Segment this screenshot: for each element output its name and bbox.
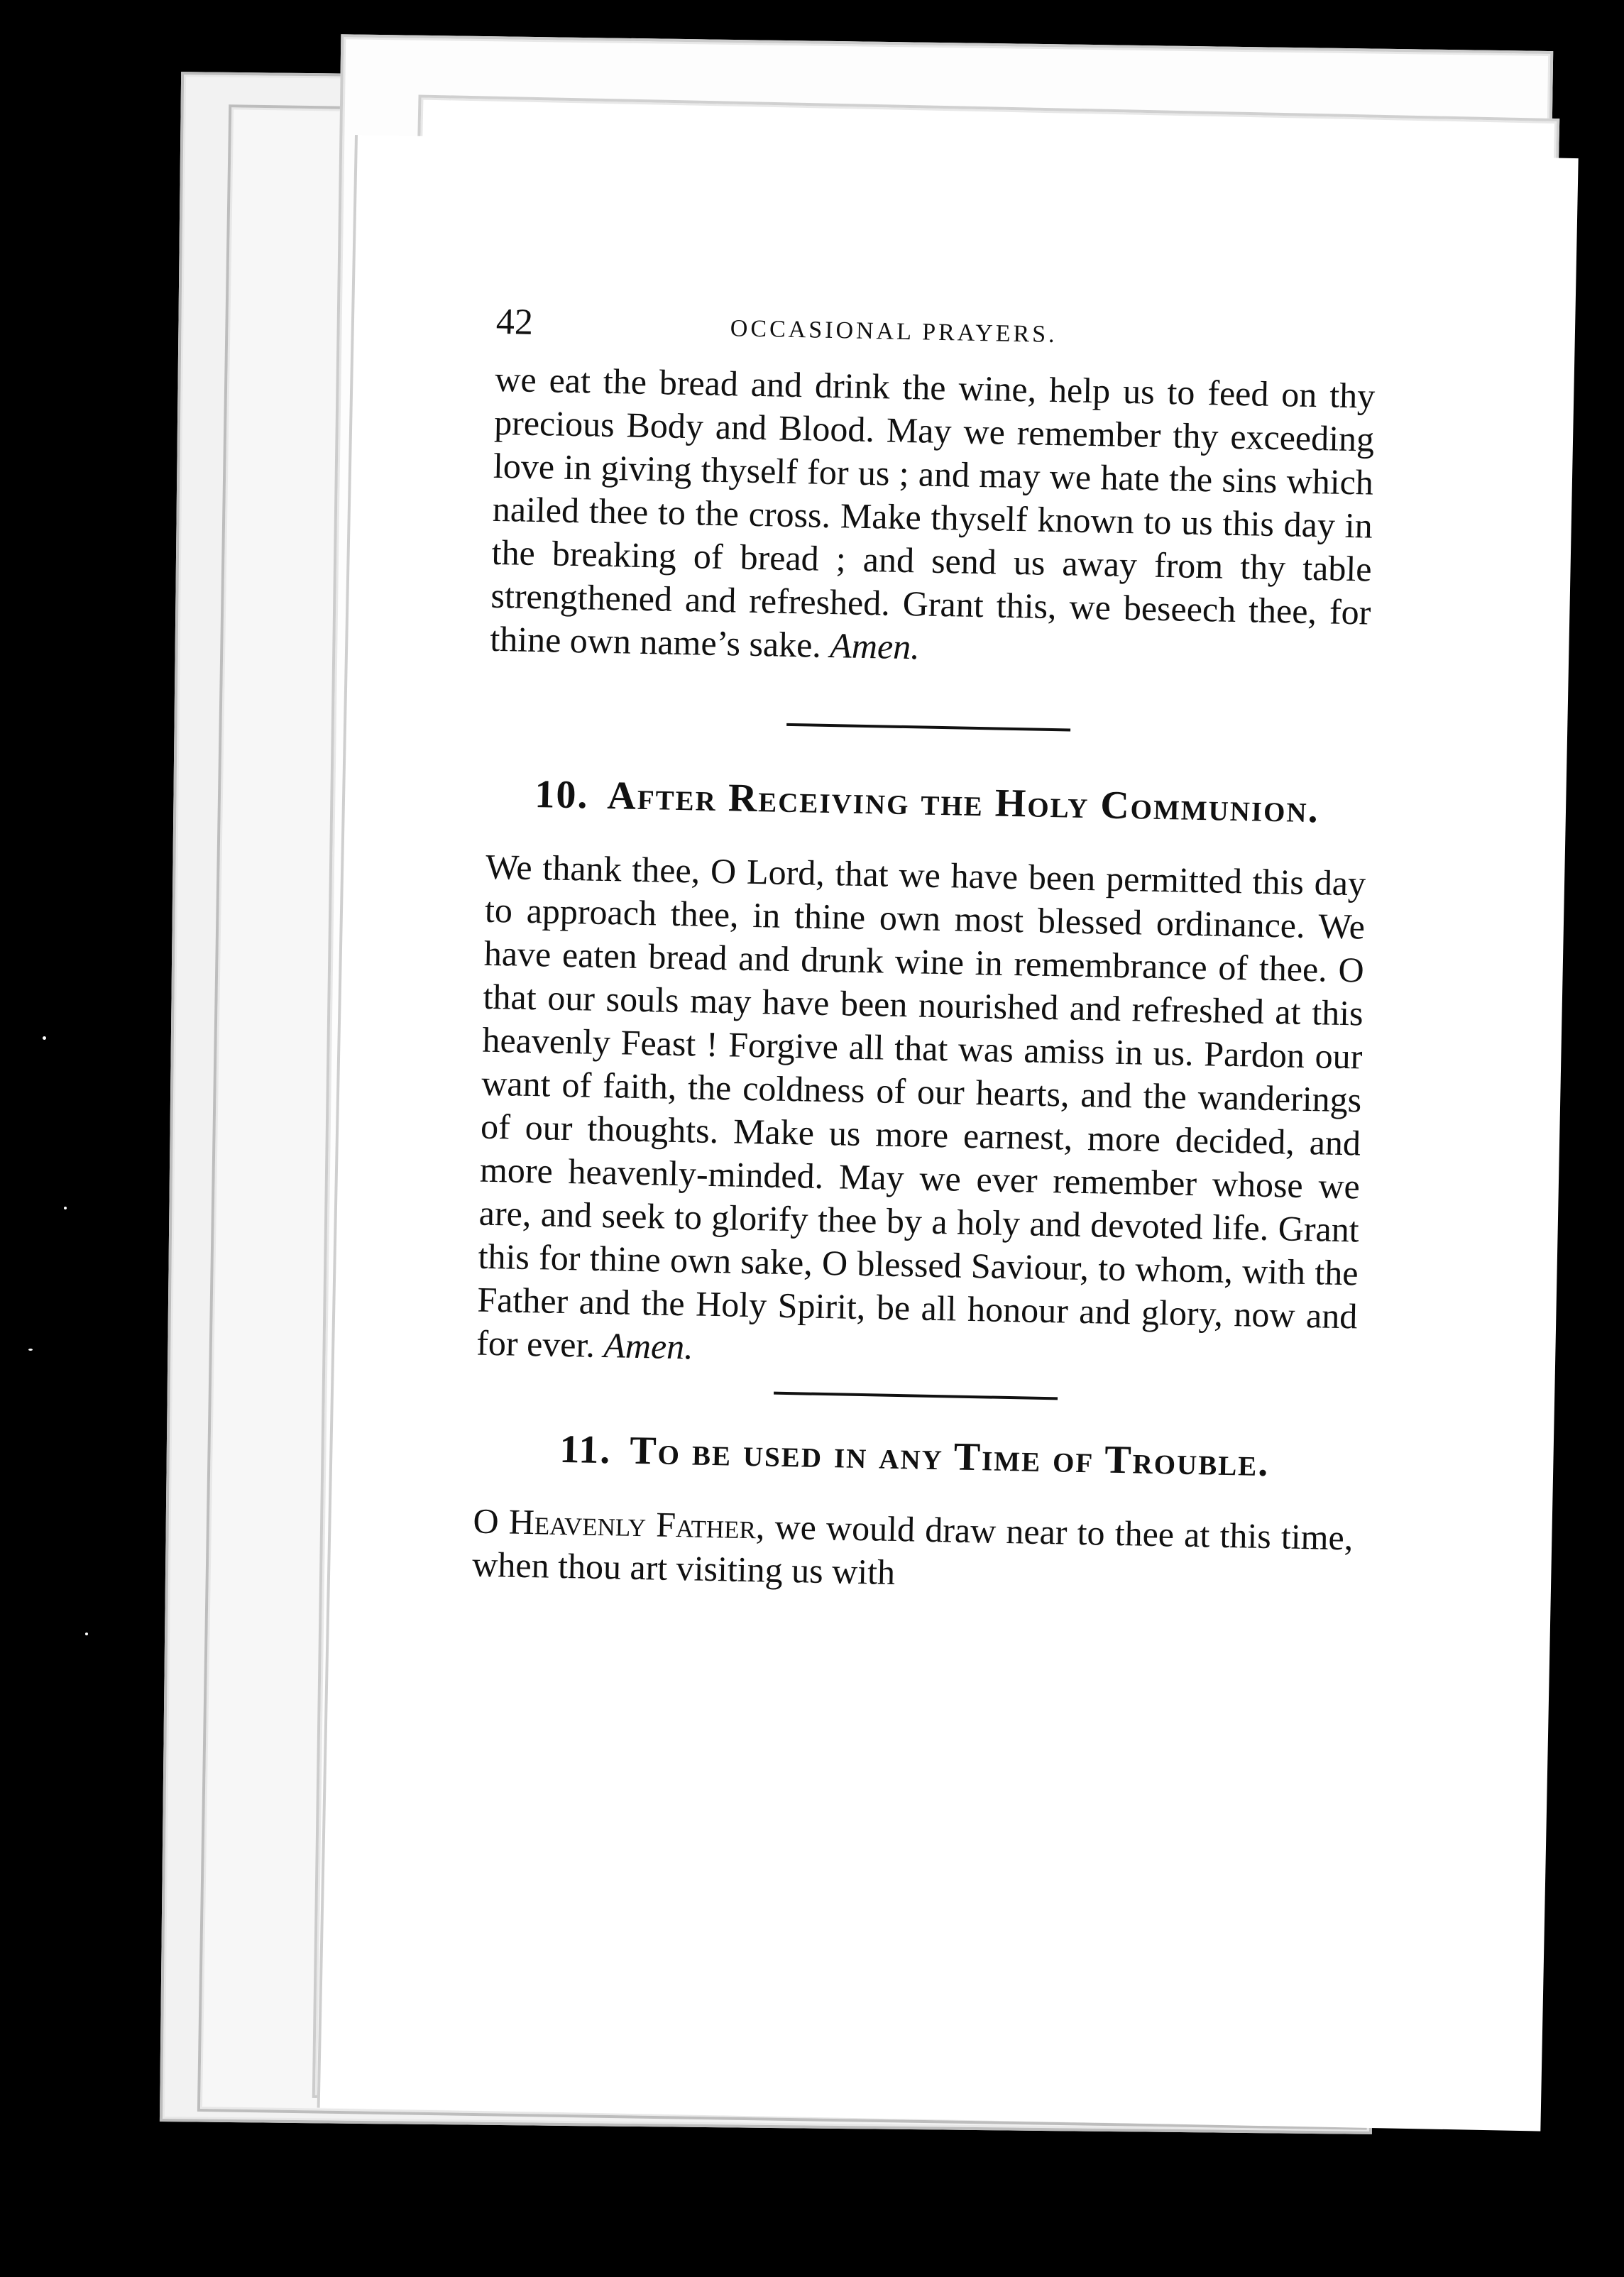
section-title: To be used in any Time of Trouble. [629, 1428, 1270, 1486]
prayer-paragraph [476, 845, 1366, 1382]
film-speck [43, 1036, 46, 1040]
section-divider [786, 723, 1070, 732]
page-content [472, 301, 1377, 1603]
page-number: 42 [495, 301, 534, 343]
book-page [317, 135, 1579, 2131]
continuation-text: we eat the bread and drink the wine, help us to feed on thy precious Body and Blood. May we remember thy exceeding love in giving thyself for us ; and may we hate the sins which nailed thee to the cross. Make thyself known to us this day in the breaking of bread ; and send us away from thy table strengthened and refreshed. Grant this, we beseech thee, for thine own name’s sake. [489, 358, 1376, 665]
continuation-paragraph [490, 358, 1376, 678]
section-title: After Receiving the Holy Communion. [606, 774, 1320, 832]
section-heading [474, 1425, 1355, 1488]
section-number: 10. [534, 772, 590, 818]
amen-text: Amen. [829, 625, 921, 667]
section-number: 11. [559, 1427, 612, 1473]
film-speck [85, 1633, 88, 1635]
running-title: OCCASIONAL PRAYERS. [730, 315, 1058, 349]
prayer-text: We thank thee, O Lord, that we have been permitted this day to approach thee, in thine own most blessed ordinance. We have eaten bread and drunk wine in remembrance of thee. O that our souls may have been nourished and refreshed at this heavenly Feast ! Forgive all that was amiss in us. Pardon our want of faith, the coldness of our hearts, and the wanderings of our thoughts. Make us more earnest, more decided, and more heavenly-minded. May we ever remember whose we are, and seek to glorify thee by a holy and devoted life. Grant this for thine own sake, O blessed Saviour, to whom, with the Father and the Holy Spirit, be all honour and glory, now and for ever. [476, 846, 1366, 1365]
prayer-opening: O Heavenly Father, [473, 1500, 765, 1547]
prayer-text: we would draw near to thee at this time, when thou art visiting us with [471, 1506, 1354, 1592]
section-divider [774, 1392, 1058, 1400]
amen-text: Amen. [603, 1325, 694, 1367]
film-speck [28, 1349, 33, 1351]
section-heading [487, 770, 1368, 834]
prayer-paragraph [472, 1500, 1354, 1603]
film-speck [64, 1207, 67, 1209]
